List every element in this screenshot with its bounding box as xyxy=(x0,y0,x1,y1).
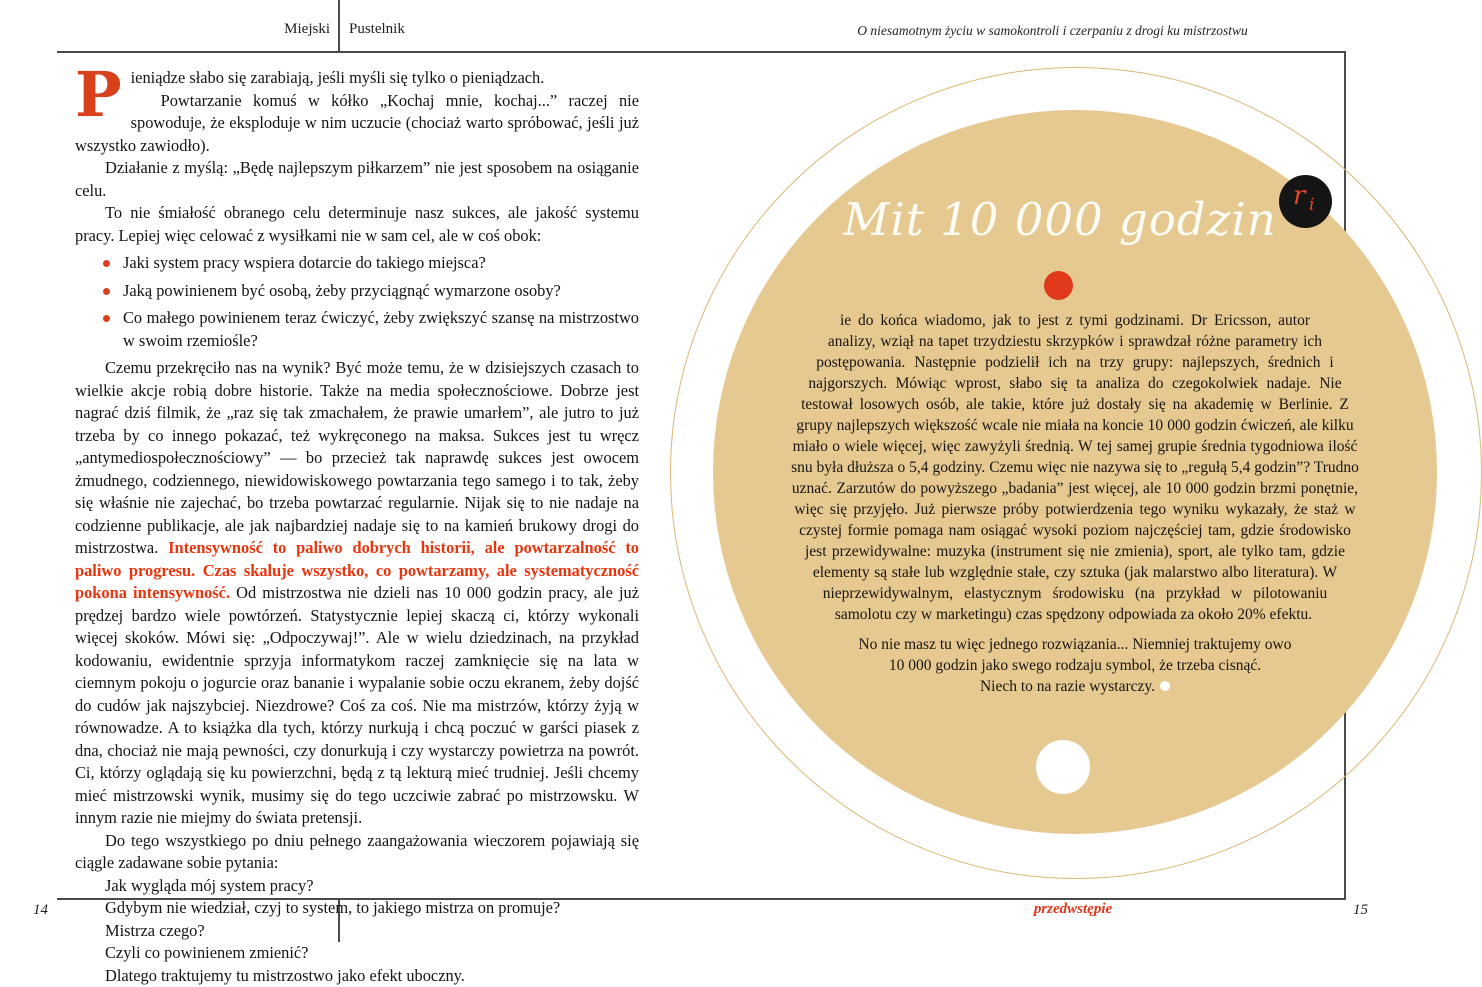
bullet-item: Co małego powinienem teraz ćwiczyć, żeby zwiększyć szansę na mistrzostwo w swoim rzemiośle? xyxy=(123,307,639,352)
question-line: Gdybym nie wiedział, czyj to system, to jakiego mistrza on promuje? xyxy=(75,897,639,920)
page-number-left: 14 xyxy=(33,902,48,919)
paragraph-text: No nie masz tu więc jednego rozwiązania... Niemniej traktujemy owo 10 000 godzin jako swego rodzaju symbol, że trzeba cisnąć. Niech to na razie wystarczy. xyxy=(858,636,1291,695)
paragraph xyxy=(713,310,1437,625)
bullet-item: Jaki system pracy wspiera dotarcie do takiego miejsca? xyxy=(123,252,639,275)
book-title-right: Pustelnik xyxy=(349,21,405,38)
highlighted-red-text: Intensywność to paliwo dobrych historii, ale powtarzalność to paliwo progresu. Czas skaluje wszystko, co powtarzamy, ale systematyczność pokona intensywność. xyxy=(75,538,639,602)
paragraph: Powtarzanie komuś w kółko „Kochaj mnie, kochaj...” raczej nie spowoduje, że eksploduje w nim uczucie (chociaż warto spróbować, jeśli już wszystko zawiodło). xyxy=(75,90,639,158)
chapter-title: Mit 10 000 godzin xyxy=(698,193,1422,246)
bullet-item: Jaką powinienem być osobą, żeby przyciągnąć wymarzone osoby? xyxy=(123,280,639,303)
paragraph: Działanie z myślą: „Będę najlepszym piłkarzem” nie jest sposobem na osiąganie celu. xyxy=(75,157,639,202)
logo-letter-r: r xyxy=(1293,181,1305,211)
paragraph xyxy=(75,67,639,90)
header-divider xyxy=(338,0,340,53)
left-page-column xyxy=(75,67,639,987)
section-label: przedwstępie xyxy=(800,901,1346,918)
question-line: Czyli co powinienem zmienić? xyxy=(75,942,639,965)
logo-letter-i: i xyxy=(1309,195,1314,215)
book-title-left: Miejski xyxy=(0,21,330,38)
paragraph-text: ie do końca wiadomo, jak to jest z tymi godzinami. Dr Ericsson, autor analizy, wziął na tapet trzydziestu skrzypków i sprawdzał różne parametry ich postępowania. Następnie podzielił ich na trzy grupy: najlepszych, średnich i najgorszych. Mówiąc wprost, słabo się ta analiza do czegokolwiek nadaje. Nie testował losowych osób, ale takie, które już dostały się na akademię w Berlinie. Z grupy najlepszych większość wcale nie miała na koncie 10 000 godzin ćwiczeń, ale kilku miało o wiele więcej, więc zawyżyli średnią. W tej samej grupie średnia tygodniowa ilość snu była dłuższa o 5,4 godziny. Czemu więc nie nazywa się to „regułą 5,4 godzin”? Trudno uznać. Zarzutów do powyższego „badania” jest więcej, ale 10 000 godzin brzmi ponętnie, więc się przyjęło. Już pierwsze próby potwierdzenia tego wyniku wykazały, że staż w czystej formie pomaga nam osiągać wysoki poziom najczęściej tam, gdzie środowisko jest przewidywalne: muzyka (instrument się nie zmienia), sport, ale tylko tam, gdzie elementy są stałe lub względnie stałe, czy sztuka (jak malarstwo albo literatura). W nieprzewidywalnym, elastycznym środowisku (na przykład w pilotowaniu samolotu czy w marketingu) czas spędzony odpowiada za około 20% efektu. xyxy=(791,312,1359,623)
paragraph: Do tego wszystkiego po dniu pełnego zaangażowania wieczorem pojawiają się ciągle zadawane sobie pytania: xyxy=(75,830,639,875)
publisher-logo-badge xyxy=(1279,175,1332,228)
paragraph-text: ieniądze słabo się zarabiają, jeśli myśli się tylko o pieniądzach. xyxy=(131,68,545,87)
paragraph: To nie śmiałość obranego celu determinuje nasz sukces, ale jakość systemu pracy. Lepiej więc celować z wysiłkami nie w sam cel, ale w coś obok: xyxy=(75,202,639,247)
red-dot xyxy=(1044,271,1073,300)
end-of-section-dot xyxy=(1160,681,1170,691)
page-number-right: 15 xyxy=(1353,902,1368,919)
drop-cap-n: N xyxy=(713,834,760,876)
question-line: Mistrza czego? xyxy=(75,920,639,943)
bullet-list xyxy=(75,252,639,352)
white-hole-dot xyxy=(1036,740,1090,794)
paragraph-text: Czemu przekręciło nas na wynik? Być może temu, że w dzisiejszych czasach to wielkie akcje robią dobre historie. Także na media społecznościowe. Dobrze jest nagrać dziś filmik, że „raz się tak zmachałem, że prawie umarłem”, ale jutro to już trzeba by co innego pokazać, też wykręconego na maksa. Sukces jest tu wręcz „antymediospołecznościowy” — bo przecież tak naprawdę sukces jest owocem żmudnego, codziennego, niewidowiskowego powtarzania tego samego i to tak, żeby się właśnie nie zajechać, bo trzeba powtarzać regularnie. Nijak się to nie nadaje na codzienne publikacje, ale jak najbardziej nadaje się to na kamień brukowy drogi do mistrzostwa. xyxy=(75,358,639,557)
paragraph-text: Od mistrzostwa nie dzieli nas 10 000 godzin pracy, ale już prędzej bardzo wiele powtórzeń. Statystycznie lepiej skaczą ci, którzy wykonali więcej skoków. Mówi się: „Odpoczywaj!”. Ale w wielu dziedzinach, na przykład kodowaniu, ewidentnie sprzyja informatykom raczej zamknięcie się na lata w ciemnym pokoju o jogurcie oraz bananie i wypalanie sobie oczu ekranem, żeby dojść do cudów jak najszybciej. Niezdrowe? Coś za coś. Nie ma mistrzów, którzy żyją w równowadze. A to książka dla tych, którzy nurkują i chcą poczuć w garści piasek z dna, chociaż nie mają pewności, czy donurkują i czy wystarczy powietrza na powrót. Ci, którzy oglądają się ku powierzchni, będą z tą lekturą mieć trudniej. Jeśli chcemy mieć mistrzowski wynik, musimy się do tego uczciwie zabrać po mistrzowsku. W innym razie nie miejmy do świata pretensji. xyxy=(75,583,639,827)
drop-cap-p: P xyxy=(75,67,131,120)
question-line: Jak wygląda mój system pracy? xyxy=(75,875,639,898)
chapter-tagline: O niesamotnym życiu w samokontroli i czerpaniu z drogi ku mistrzostwu xyxy=(760,23,1345,39)
paragraph xyxy=(75,357,639,830)
top-rule xyxy=(57,51,1346,53)
question-line: Dlatego traktujemy tu mistrzostwo jako efekt uboczny. xyxy=(75,965,639,987)
